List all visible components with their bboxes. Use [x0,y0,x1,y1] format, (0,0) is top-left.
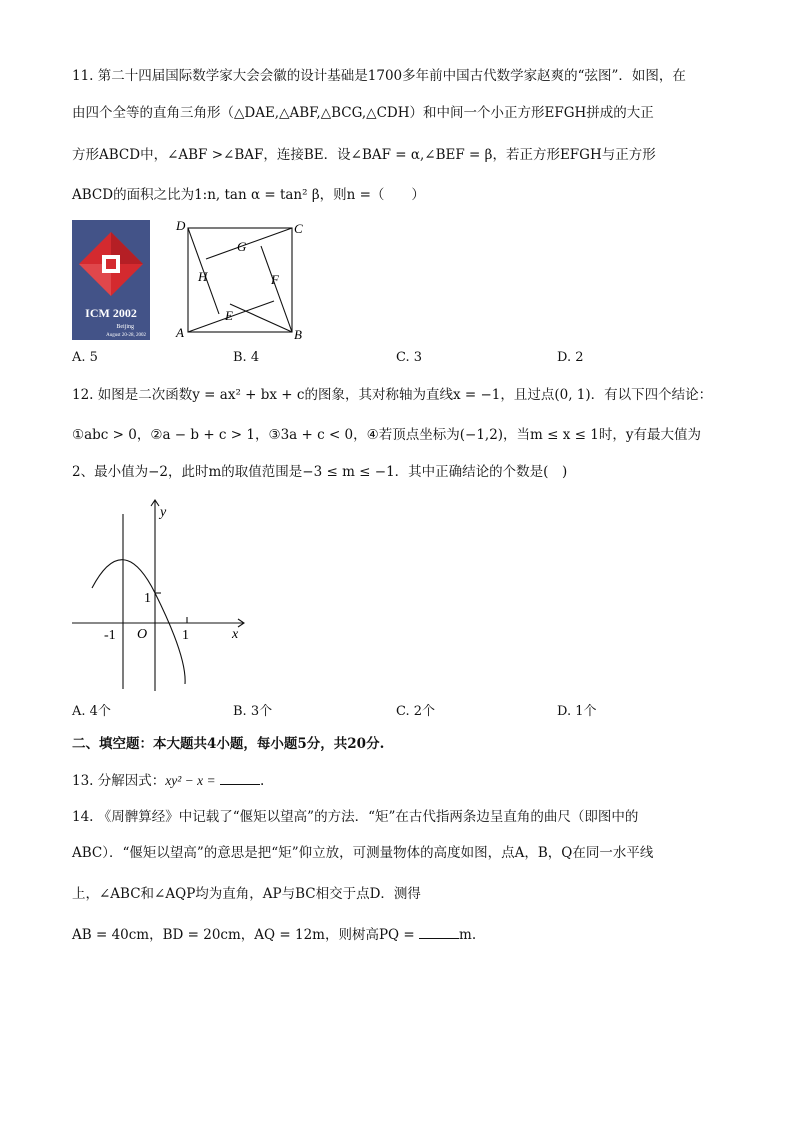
q12-option-c: C. 2个 [396,704,436,719]
logo-date: August 20-28, 2002 [106,333,146,338]
origin-label: O [137,627,148,642]
string-figure-diagram [170,216,310,346]
q12-line-1: 12. 如图是二次函数y = ax² + bx + c的图象，其对称轴为直线x = −1，且过点(0, 1)．有以下四个结论： [72,387,713,403]
q11-option-b: B. 4 [233,350,260,365]
q14-line-1: 14. 《周髀算经》中记载了“偃矩以望高”的方法．“矩”在古代指两条边呈直角的曲尺（即图中的 [72,809,639,825]
label-a: A [176,325,184,340]
section-2-heading: 二、填空题：本大题共4小题，每小题5分，共20分. [72,736,385,752]
parabola-curve [92,560,185,684]
q14-line-3: 上，∠ABC和∠AQP均为直角，AP与BC相交于点D．测得 [72,886,421,902]
label-h: H [198,269,208,284]
q11-line-1: 11. 第二十四届国际数学家大会会徽的设计基础是1700多年前中国古代数学家赵爽的“弦图”．如图，在 [72,68,686,84]
q13-prefix: 13. 分解因式： [72,773,166,789]
q12-option-d: D. 1个 [557,704,597,719]
y-tick-1-label: 1 [144,591,151,606]
q12-line-2: ①abc > 0，②a − b + c > 1，③3a + c < 0，④若顶点坐标为(−1,2)，当m ≤ x ≤ 1时，y有最大值为 [72,427,701,443]
label-d: D [176,218,186,233]
q14-measurements: AB = 40cm，BD = 20cm，AQ = 12m，则树高PQ = [72,927,415,943]
label-f: F [271,272,279,287]
q14-line-2: ABC）．“偃矩以望高”的意思是把“矩”仰立放，可测量物体的高度如图，点A，B，Q在同一水平线 [72,845,654,861]
label-c: C [294,221,303,236]
q12-option-b: B. 3个 [233,704,273,719]
x-tick-1-label: 1 [182,628,189,643]
x-tick-neg1-label: -1 [104,628,116,643]
q11-line-2: 由四个全等的直角三角形（△DAE,△ABF,△BCG,△CDH）和中间一个小正方形EFGH拼成的大正 [72,105,654,121]
q14-unit: m. [459,927,477,943]
q11-option-d: D. 2 [557,350,584,365]
q14-answer-blank[interactable] [419,926,459,939]
icm-2002-logo [72,220,150,340]
q13-suffix: . [259,773,265,789]
q12-line-3: 2、最小值为−2，此时m的取值范围是−3 ≤ m ≤ −1．其中正确结论的个数是( ) [72,464,568,480]
q13-answer-blank[interactable] [220,772,260,785]
logo-title: ICM 2002 [85,306,137,320]
label-g: G [237,239,247,254]
q13-line [72,772,264,790]
q14-line-4 [72,926,476,944]
logo-city: Beijing [116,324,134,330]
q11-option-c: C. 3 [396,350,423,365]
y-axis-label: y [160,505,167,520]
q13-expression: xy² − x = [165,773,216,788]
q12-option-a: A. 4个 [72,704,111,719]
label-e: E [225,308,233,323]
q11-line-3: 方形ABCD中，∠ABF >∠BAF，连接BE．设∠BAF = α,∠BEF = β，若正方形EFGH与正方形 [72,147,656,163]
q11-option-a: A. 5 [72,350,98,365]
x-axis-label: x [232,627,239,642]
label-b: B [294,327,302,342]
q11-line-4: ABCD的面积之比为1:n, tan α = tan² β，则n =（ ） [72,187,425,203]
parabola-graph [68,496,258,696]
